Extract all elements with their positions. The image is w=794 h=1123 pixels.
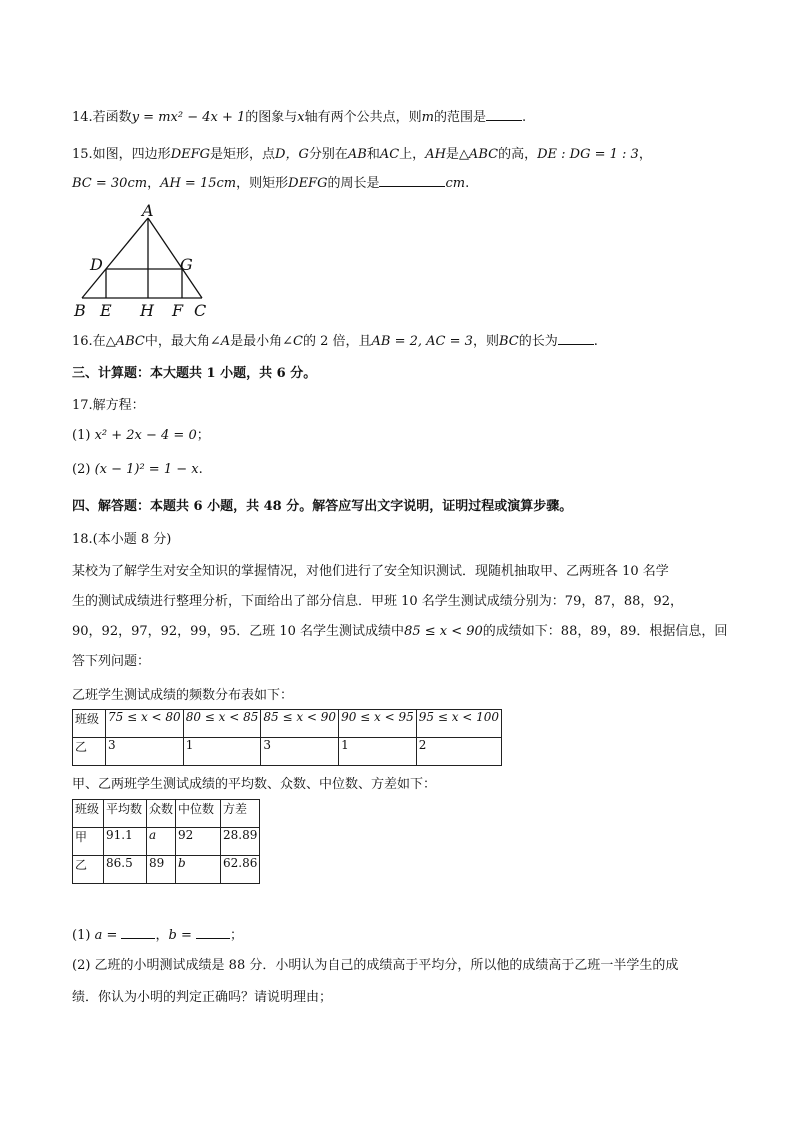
- table-header-cell: 班级: [73, 710, 106, 738]
- label-h: H: [140, 301, 154, 320]
- q16-text: .: [593, 334, 598, 349]
- q15-rect: DEFG: [170, 147, 211, 162]
- label-f: F: [172, 301, 184, 320]
- table-cell: 86.5: [104, 856, 147, 884]
- q15-seg-ac: AC: [379, 147, 400, 162]
- table-header-cell: 中位数: [176, 800, 221, 828]
- q15-answer-blank: [379, 172, 445, 187]
- label-b: B: [74, 301, 86, 320]
- q17-part1: [72, 426, 210, 446]
- q16-answer-blank: [558, 330, 594, 345]
- table-header-cell: 80 ≤ x < 85: [183, 710, 261, 738]
- q16-text: 是最小角: [230, 334, 283, 349]
- table-header-cell: 众数: [147, 800, 176, 828]
- section-3-heading: 三、计算题：本大题共 1 小题，共 6 分。: [72, 366, 317, 381]
- q17-p1-label: (1): [72, 428, 91, 443]
- q15-text: 上，: [399, 147, 426, 162]
- q17-p1-end: ；: [196, 428, 210, 443]
- table-header-cell: 75 ≤ x < 80: [106, 710, 184, 738]
- side-ac: [148, 218, 202, 298]
- q15-text: 是: [445, 147, 459, 162]
- q17-p2-label: (2): [72, 462, 91, 477]
- table-cell: 3: [261, 738, 339, 766]
- q15-text: 的周长是: [327, 176, 380, 191]
- q15-text: 15.如图，四边形: [72, 147, 171, 162]
- table-cell: 3: [106, 738, 184, 766]
- q15-seg-ab: AB: [347, 147, 367, 162]
- table-cell: 1: [183, 738, 261, 766]
- q16-text: 的长为: [518, 334, 558, 349]
- triangle-figure: [72, 200, 222, 324]
- label-e: E: [100, 301, 112, 320]
- q15-text: 的高，: [498, 147, 538, 162]
- q18-s1-end: ；: [230, 928, 244, 943]
- q18-text: 的成绩如下：88，89，89．根据信息，回: [482, 624, 728, 639]
- q18-a-blank: [121, 924, 155, 939]
- q17-p2-end: .: [198, 462, 203, 477]
- q15-ah: AH = 15cm: [160, 176, 237, 191]
- q16-text: 16.在: [72, 334, 106, 349]
- q14-end: .: [521, 110, 527, 125]
- q16-condition: AB = 2, AC = 3: [371, 334, 473, 349]
- table-cell: 28.89: [221, 828, 260, 856]
- table-cell: 乙: [73, 856, 104, 884]
- table-header-cell: 班级: [73, 800, 104, 828]
- q15-text: ，: [147, 176, 161, 191]
- q15-seg-ah: AH: [425, 147, 446, 162]
- table-header-cell: 95 ≤ x < 100: [416, 710, 501, 738]
- table-cell: a: [147, 828, 176, 856]
- q15-text: ，则矩形: [236, 176, 289, 191]
- label-a: A: [142, 201, 154, 220]
- q16-text: 的 2 倍，且: [302, 334, 372, 349]
- table-cell: 2: [416, 738, 501, 766]
- q15-points: D，G: [275, 147, 309, 162]
- question-14: [72, 106, 526, 128]
- table-header-cell: 85 ≤ x < 90: [261, 710, 339, 738]
- q18-s1-label: (1): [72, 928, 91, 943]
- q17-part2: [72, 460, 203, 480]
- table-row: [73, 710, 502, 738]
- q17-p1-equation: x² + 2x − 4 = 0: [94, 428, 197, 443]
- q18-s1-a: a =: [94, 928, 118, 943]
- table-cell: 92: [176, 828, 221, 856]
- q15-text: 分别在: [308, 147, 348, 162]
- label-g: G: [180, 255, 193, 274]
- table-cell: 乙: [73, 738, 106, 766]
- question-15-line1: [72, 145, 652, 165]
- q14-middle2: 轴有两个公共点，则: [304, 110, 422, 125]
- q15-text: .: [465, 176, 470, 191]
- table-row: [73, 856, 260, 884]
- q15-triangle: △ABC: [458, 147, 499, 162]
- q16-angle-a: ∠A: [209, 334, 231, 349]
- q18-sub2-line2: 绩．你认为小明的判定正确吗？请说明理由；: [72, 990, 333, 1005]
- q14-prefix: 14.若函数: [72, 110, 132, 125]
- frequency-table: [72, 709, 502, 766]
- q16-triangle: △ABC: [105, 334, 145, 349]
- q15-rect: DEFG: [288, 176, 328, 191]
- table-row: [73, 800, 260, 828]
- q16-text: ，则: [472, 334, 499, 349]
- q18-para-line1: 某校为了解学生对安全知识的掌握情况，对他们进行了安全知识测试．现随机抽取甲、乙两班各 10 名学: [72, 564, 669, 579]
- q18-sub2-line1: (2) 乙班的小明测试成绩是 88 分．小明认为自己的成绩高于平均分，所以他的成绩高于乙班一半学生的成: [72, 958, 679, 973]
- q18-range: 85 ≤ x < 90: [404, 624, 483, 639]
- q15-unit: cm: [445, 176, 466, 191]
- q14-answer-blank: [486, 106, 522, 121]
- q18-b-blank: [196, 924, 230, 939]
- table-cell: 89: [147, 856, 176, 884]
- table-cell: b: [176, 856, 221, 884]
- statistics-table: [72, 799, 260, 884]
- q16-text: 中，最大角: [144, 334, 210, 349]
- q17-p2-equation: (x − 1)² = 1 − x: [94, 462, 199, 477]
- question-15-line2: [72, 172, 469, 194]
- table-cell: 62.86: [221, 856, 260, 884]
- table-cell: 1: [339, 738, 417, 766]
- section-4-heading: 四、解答题：本题共 6 小题，共 48 分。解答应写出文字说明，证明过程或演算步骤。: [72, 499, 573, 514]
- q18-s1-sep: ，: [155, 928, 169, 943]
- q15-ratio: DE : DG = 1 : 3: [537, 147, 639, 162]
- table-row: [73, 738, 502, 766]
- q15-bc: BC = 30cm: [72, 176, 148, 191]
- table-cell: 甲: [73, 828, 104, 856]
- table-header-cell: 90 ≤ x < 95: [339, 710, 417, 738]
- question-16: [72, 330, 598, 352]
- q15-text: ，: [638, 147, 652, 162]
- table-header-cell: 平均数: [104, 800, 147, 828]
- q16-angle-c: ∠C: [282, 334, 303, 349]
- q18-s1-b: b =: [168, 928, 192, 943]
- q18-title: 18.(本小题 8 分): [72, 532, 172, 547]
- q18-text: 90，92，97，92，99，95．乙班 10 名学生测试成绩中: [72, 624, 405, 639]
- table-cell: 91.1: [104, 828, 147, 856]
- q18-sub1: [72, 924, 243, 946]
- q14-var-m: m: [421, 110, 434, 125]
- label-c: C: [194, 301, 207, 320]
- table-row: [73, 828, 260, 856]
- q14-middle1: 的图象与: [245, 110, 298, 125]
- q14-var-x: x: [297, 110, 305, 125]
- q18-para-line2: 生的测试成绩进行整理分析，下面给出了部分信息．甲班 10 名学生测试成绩分别为：79，87，88，92，: [72, 594, 683, 609]
- q15-text: 是矩形，点: [210, 147, 276, 162]
- q17-title: 17.解方程：: [72, 398, 145, 413]
- q18-para-line4: 答下列问题：: [72, 654, 151, 669]
- q14-suffix: 的范围是: [433, 110, 486, 125]
- q15-text: 和: [366, 147, 380, 162]
- table-header-cell: 方差: [221, 800, 260, 828]
- q14-formula: y = mx² − 4x + 1: [131, 110, 246, 125]
- label-d: D: [90, 255, 103, 274]
- table1-caption: 乙班学生测试成绩的频数分布表如下：: [72, 688, 294, 703]
- q16-bc: BC: [498, 334, 519, 349]
- q18-para-line3: [72, 622, 727, 642]
- table2-caption: 甲、乙两班学生测试成绩的平均数、众数、中位数、方差如下：: [72, 777, 437, 792]
